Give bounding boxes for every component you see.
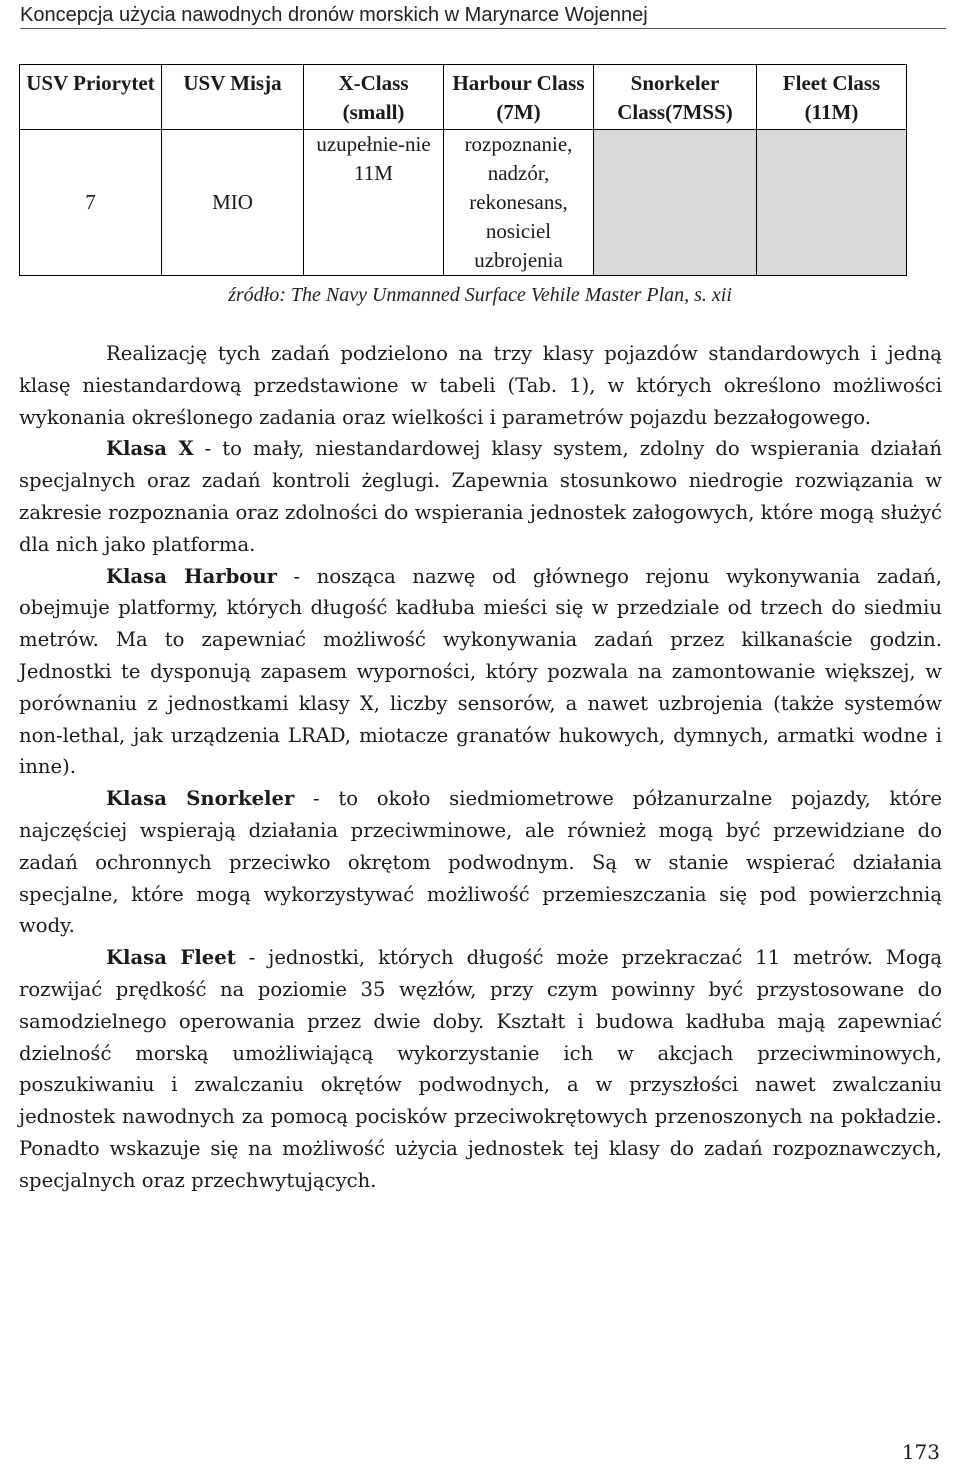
header-snorkeler-class: Snorkeler Class(7MSS): [594, 65, 757, 130]
term-snorkeler-class: Klasa Snorkeler: [106, 787, 295, 811]
header-usv-mission: USV Misja: [162, 65, 304, 130]
paragraph-harbour-class-text: - nosząca nazwę od głównego rejonu wykonywania zadań, obejmuje platformy, których długość kadłuba mieści się w przedziale od trzech do siedmiu metrów. Ma to zapewniać możliwość wykonywania zadań przez kilkanaście godzin. Jednostki te dysponują zapasem wyporności, który pozwala na zamontowanie większej, w porównaniu z jednostkami klasy X, liczby sensorów, a nawet uzbrojenia (także systemów non-lethal, jak urządzenia LRAD, miotacze granatów hukowych, dymnych, armatki wodne i inne).: [19, 564, 942, 779]
header-fleet-class: Fleet Class (11M): [757, 65, 907, 130]
term-fleet-class: Klasa Fleet: [106, 946, 236, 970]
page-number: 173: [901, 1440, 940, 1464]
paragraph-harbour-class: [19, 561, 942, 784]
term-harbour-class: Klasa Harbour: [106, 564, 277, 588]
body-text: [19, 338, 942, 1197]
cell-snorkeler: [594, 130, 757, 276]
usv-class-table: [19, 64, 907, 276]
table-row: [20, 130, 907, 276]
cell-mission: MIO: [162, 130, 304, 276]
cell-priority: 7: [20, 130, 162, 276]
paragraph-x-class-text: - to mały, niestandardowej klasy system, zdolny do wspierania działań specjalnych oraz zadań kontroli żeglugi. Zapewnia stosunkowo niedrogie rozwiązania w zakresie rozpoznania oraz zdolności do wspierania jednostek załogowych, które mogą służyć dla nich jako platforma.: [19, 437, 942, 556]
cell-harbour: rozpoznanie, nadzór, rekonesans, nosiciel uzbrojenia: [444, 130, 594, 276]
paragraph-fleet-class-text: - jednostki, których długość może przekraczać 11 metrów. Mogą rozwijać prędkość na poziomie 35 węzłów, przy czym powinny być przystosowane do samodzielnego operowania przez dwie doby. Kształt i budowa kadłuba mają zapewniać dzielność morską umożliwiającą wykorzystanie ich w akcjach przeciwminowych, poszukiwaniu i zwalczaniu okrętów podwodnych, a w przyszłości nawet zwalczaniu jednostek nawodnych za pomocą pocisków przeciwokrętowych przenoszonych na pokładzie. Ponadto wskazuje się na możliwość użycia jednostek tej klasy do zadań rozpoznawczych, specjalnych oraz przechwytujących.: [19, 946, 943, 1192]
cell-x-class: uzupełnie-nie 11M: [304, 130, 444, 276]
header-usv-priority: USV Priorytet: [20, 65, 162, 130]
paragraph-intro: Realizację tych zadań podzielono na trzy klasy pojazdów standardowych i jedną klasę niestandardową przedstawione w tabeli (Tab. 1), w których określono możliwości wykonania określonego zadania oraz wielkości i parametrów pojazdu bezzałogowego.: [19, 342, 942, 429]
table-source-caption: źródło: The Navy Unmanned Surface Vehile Master Plan, s. xii: [228, 284, 732, 306]
running-header: Koncepcja użycia nawodnych dronów morskich w Marynarce Wojennej: [20, 2, 946, 29]
term-x-class: Klasa X: [106, 437, 194, 461]
paragraph-snorkeler-class-text: - to około siedmiometrowe półzanurzalne pojazdy, które najczęściej wspierają działania przeciwminowe, ale również mogą być przewidziane do zadań ochronnych przeciwko okrętom podwodnym. Są w stanie wspierać działania specjalne, które mogą wykorzystywać możliwość przemieszczania się pod powierzchnią wody.: [19, 787, 942, 938]
cell-fleet: [757, 130, 907, 276]
paragraph-x-class: [19, 433, 942, 560]
table-header-row: [20, 65, 907, 130]
header-harbour-class: Harbour Class (7M): [444, 65, 594, 130]
paragraph-fleet-class: [19, 942, 942, 1196]
paragraph-snorkeler-class: [19, 783, 942, 942]
header-x-class: X-Class (small): [304, 65, 444, 130]
